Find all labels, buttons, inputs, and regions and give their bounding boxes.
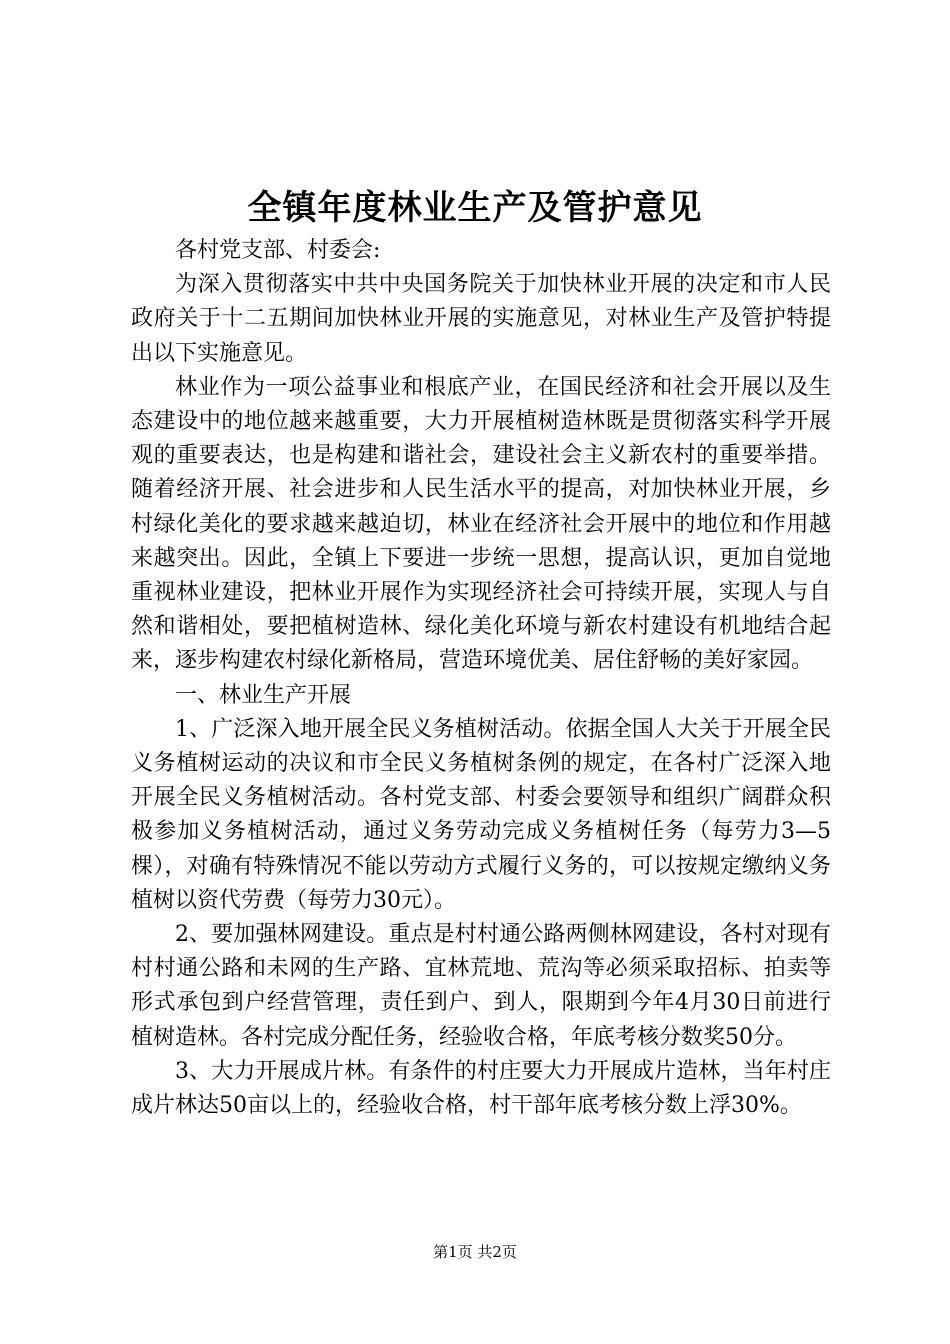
paragraph-item-2: 2、要加强林网建设。重点是村村通公路两侧林网建设，各村对现有村村通公路和未网的生产路、宜林荒地、荒沟等必须采取招标、拍卖等形式承包到户经营管理，责任到户、到人，限期到今年4月30日前进行植树造林。各村完成分配任务，经验收合格，年底考核分数奖50分。: [131, 922, 831, 1050]
paragraph-item-1: 1、广泛深入地开展全民义务植树活动。依据全国人大关于开展全民义务植树运动的决议和市全民义务植树条例的规定，在各村广泛深入地开展全民义务植树活动。各村党支部、村委会要领导和组织广阔群众积极参加义务植树活动，通过义务劳动完成义务植树任务（每劳力3—5棵），对确有特殊情况不能以劳动方式履行义务的，可以按规定缴纳义务植树以资代劳费（每劳力30元）。: [131, 716, 831, 913]
paragraph-background: 林业作为一项公益事业和根底产业，在国民经济和社会开展以及生态建设中的地位越来越重要，大力开展植树造林既是贯彻落实科学开展观的重要表达，也是构建和谐社会，建设社会主义新农村的重要举措。随着经济开展、社会进步和人民生活水平的提高，对加快林业开展，乡村绿化美化的要求越来越迫切，林业在经济社会开展中的地位和作用越来越突出。因此，全镇上下要进一步统一思想，提高认识，更加自觉地重视林业建设，把林业开展作为实现经济社会可持续开展，实现人与自然和谐相处，要把植树造林、绿化美化环境与新农村建设有机地结合起来，逐步构建农村绿化新格局，营造环境优美、居住舒畅的美好家园。: [131, 374, 831, 674]
salutation: 各村党支部、村委会:: [175, 238, 381, 263]
paragraph-item-3: 3、大力开展成片林。有条件的村庄要大力开展成片造林，当年村庄成片林达50亩以上的，经验收合格，村干部年底考核分数上浮30%。: [131, 1058, 831, 1119]
section-heading: 一、林业生产开展: [175, 682, 352, 708]
page-number-footer: 第1页 共2页: [433, 1243, 517, 1261]
document-title: 全镇年度林业生产及管护意见: [247, 188, 703, 228]
paragraph-intro: 为深入贯彻落实中共中央国务院关于加快林业开展的决定和市人民政府关于十二五期间加快林业开展的实施意见，对林业生产及管护特提出以下实施意见。: [131, 272, 831, 366]
document-body: [131, 234, 831, 1123]
